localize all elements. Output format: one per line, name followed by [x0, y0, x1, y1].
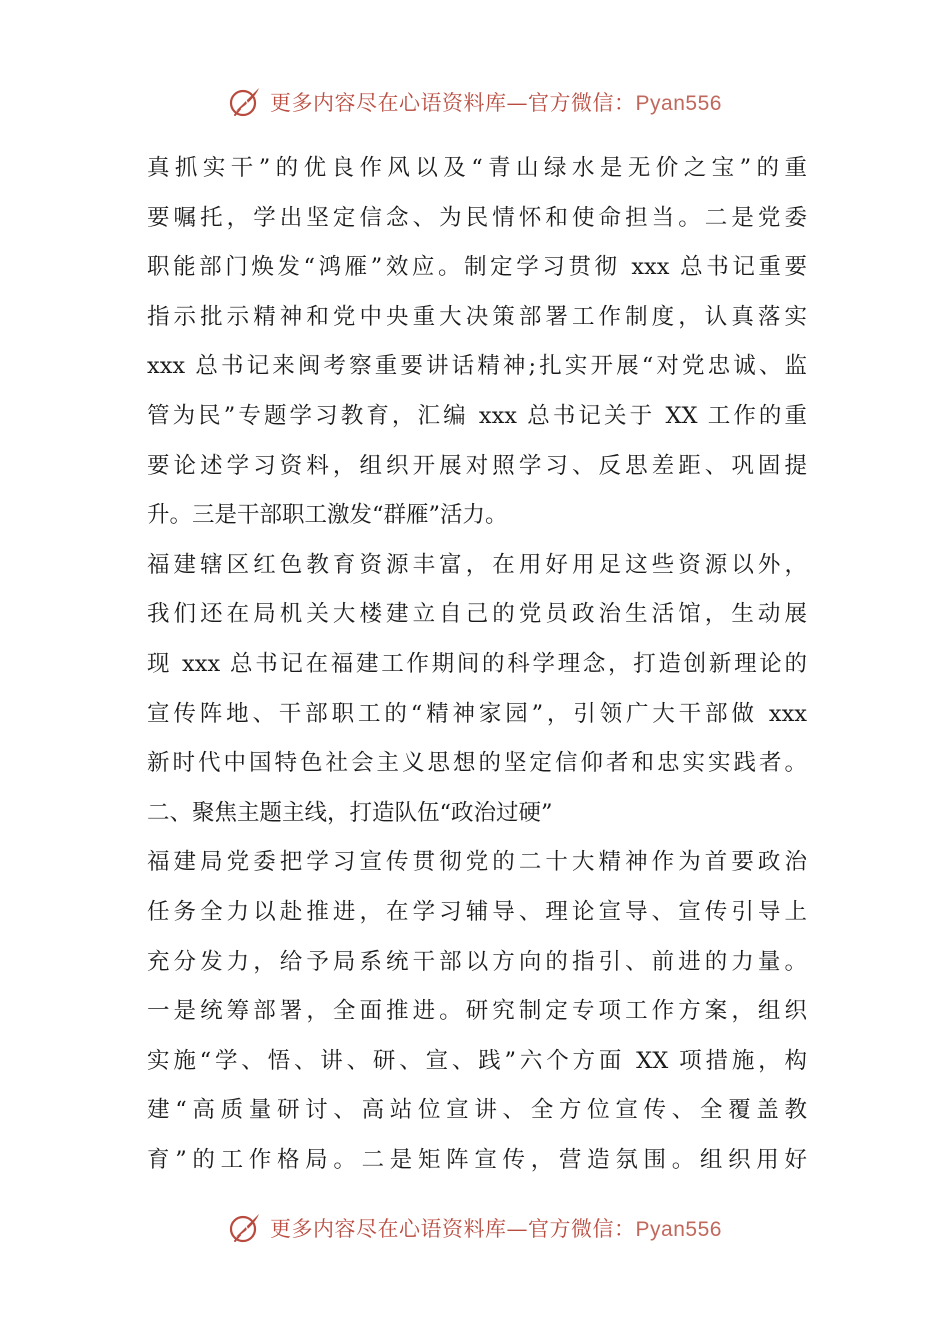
quill-logo-icon	[228, 1211, 262, 1245]
body-line: 充分发力，给予局系统干部以方向的指引、前进的力量。	[147, 948, 807, 975]
quill-logo-icon	[228, 85, 262, 119]
body-line: 新时代中国特色社会主义思想的坚定信仰者和忠实实践者。	[147, 750, 807, 777]
header-banner-text: 更多内容尽在心语资料库—官方微信：Pyan556	[270, 91, 722, 115]
body-line: 升。三是干部职工激发“群雁”活力。	[147, 502, 508, 529]
section-heading: 二、聚焦主题主线，打造队伍“政治过硬”	[147, 799, 553, 826]
body-line: 现 xxx 总书记在福建工作期间的科学理念，打造创新理论的	[147, 650, 807, 677]
body-line: xxx 总书记来闽考察重要讲话精神;扎实开展“对党忠诚、监	[147, 353, 807, 380]
body-line: 福建辖区红色教育资源丰富，在用好用足这些资源以外，	[147, 551, 807, 578]
body-line: 职能部门焕发“鸿雁”效应。制定学习贯彻 xxx 总书记重要	[147, 254, 807, 281]
body-line: 管为民”专题学习教育，汇编 xxx 总书记关于 XX 工作的重	[147, 402, 807, 429]
footer-banner	[0, 1208, 950, 1248]
footer-banner-text: 更多内容尽在心语资料库—官方微信：Pyan556	[270, 1217, 722, 1241]
body-line: 指示批示精神和党中央重大决策部署工作制度，认真落实	[147, 303, 807, 330]
body-line: 福建局党委把学习宣传贯彻党的二十大精神作为首要政治	[147, 849, 807, 876]
body-line: 建“高质量研讨、高站位宣讲、全方位宣传、全覆盖教	[147, 1097, 807, 1124]
body-line: 育”的工作格局。二是矩阵宣传，营造氛围。组织用好	[147, 1146, 807, 1173]
header-wechat-id: Pyan556	[635, 92, 722, 115]
body-line: 任务全力以赴推进，在学习辅导、理论宣导、宣传引导上	[147, 898, 807, 925]
body-line: 我们还在局机关大楼建立自己的党员政治生活馆，生动展	[147, 601, 807, 628]
body-line: 宣传阵地、干部职工的“精神家园”，引领广大干部做 xxx	[147, 700, 807, 727]
document-body	[147, 144, 807, 1185]
body-line: 一是统筹部署，全面推进。研究制定专项工作方案，组织	[147, 998, 807, 1025]
header-banner	[0, 82, 950, 122]
footer-wechat-id: Pyan556	[635, 1218, 722, 1241]
body-line: 要嘱托，学出坚定信念、为民情怀和使命担当。二是党委	[147, 204, 807, 231]
body-line: 实施“学、悟、讲、研、宣、践”六个方面 XX 项措施，构	[147, 1047, 807, 1074]
body-line: 要论述学习资料，组织开展对照学习、反思差距、巩固提	[147, 452, 807, 479]
body-line: 真抓实干”的优良作风以及“青山绿水是无价之宝”的重	[147, 155, 807, 181]
